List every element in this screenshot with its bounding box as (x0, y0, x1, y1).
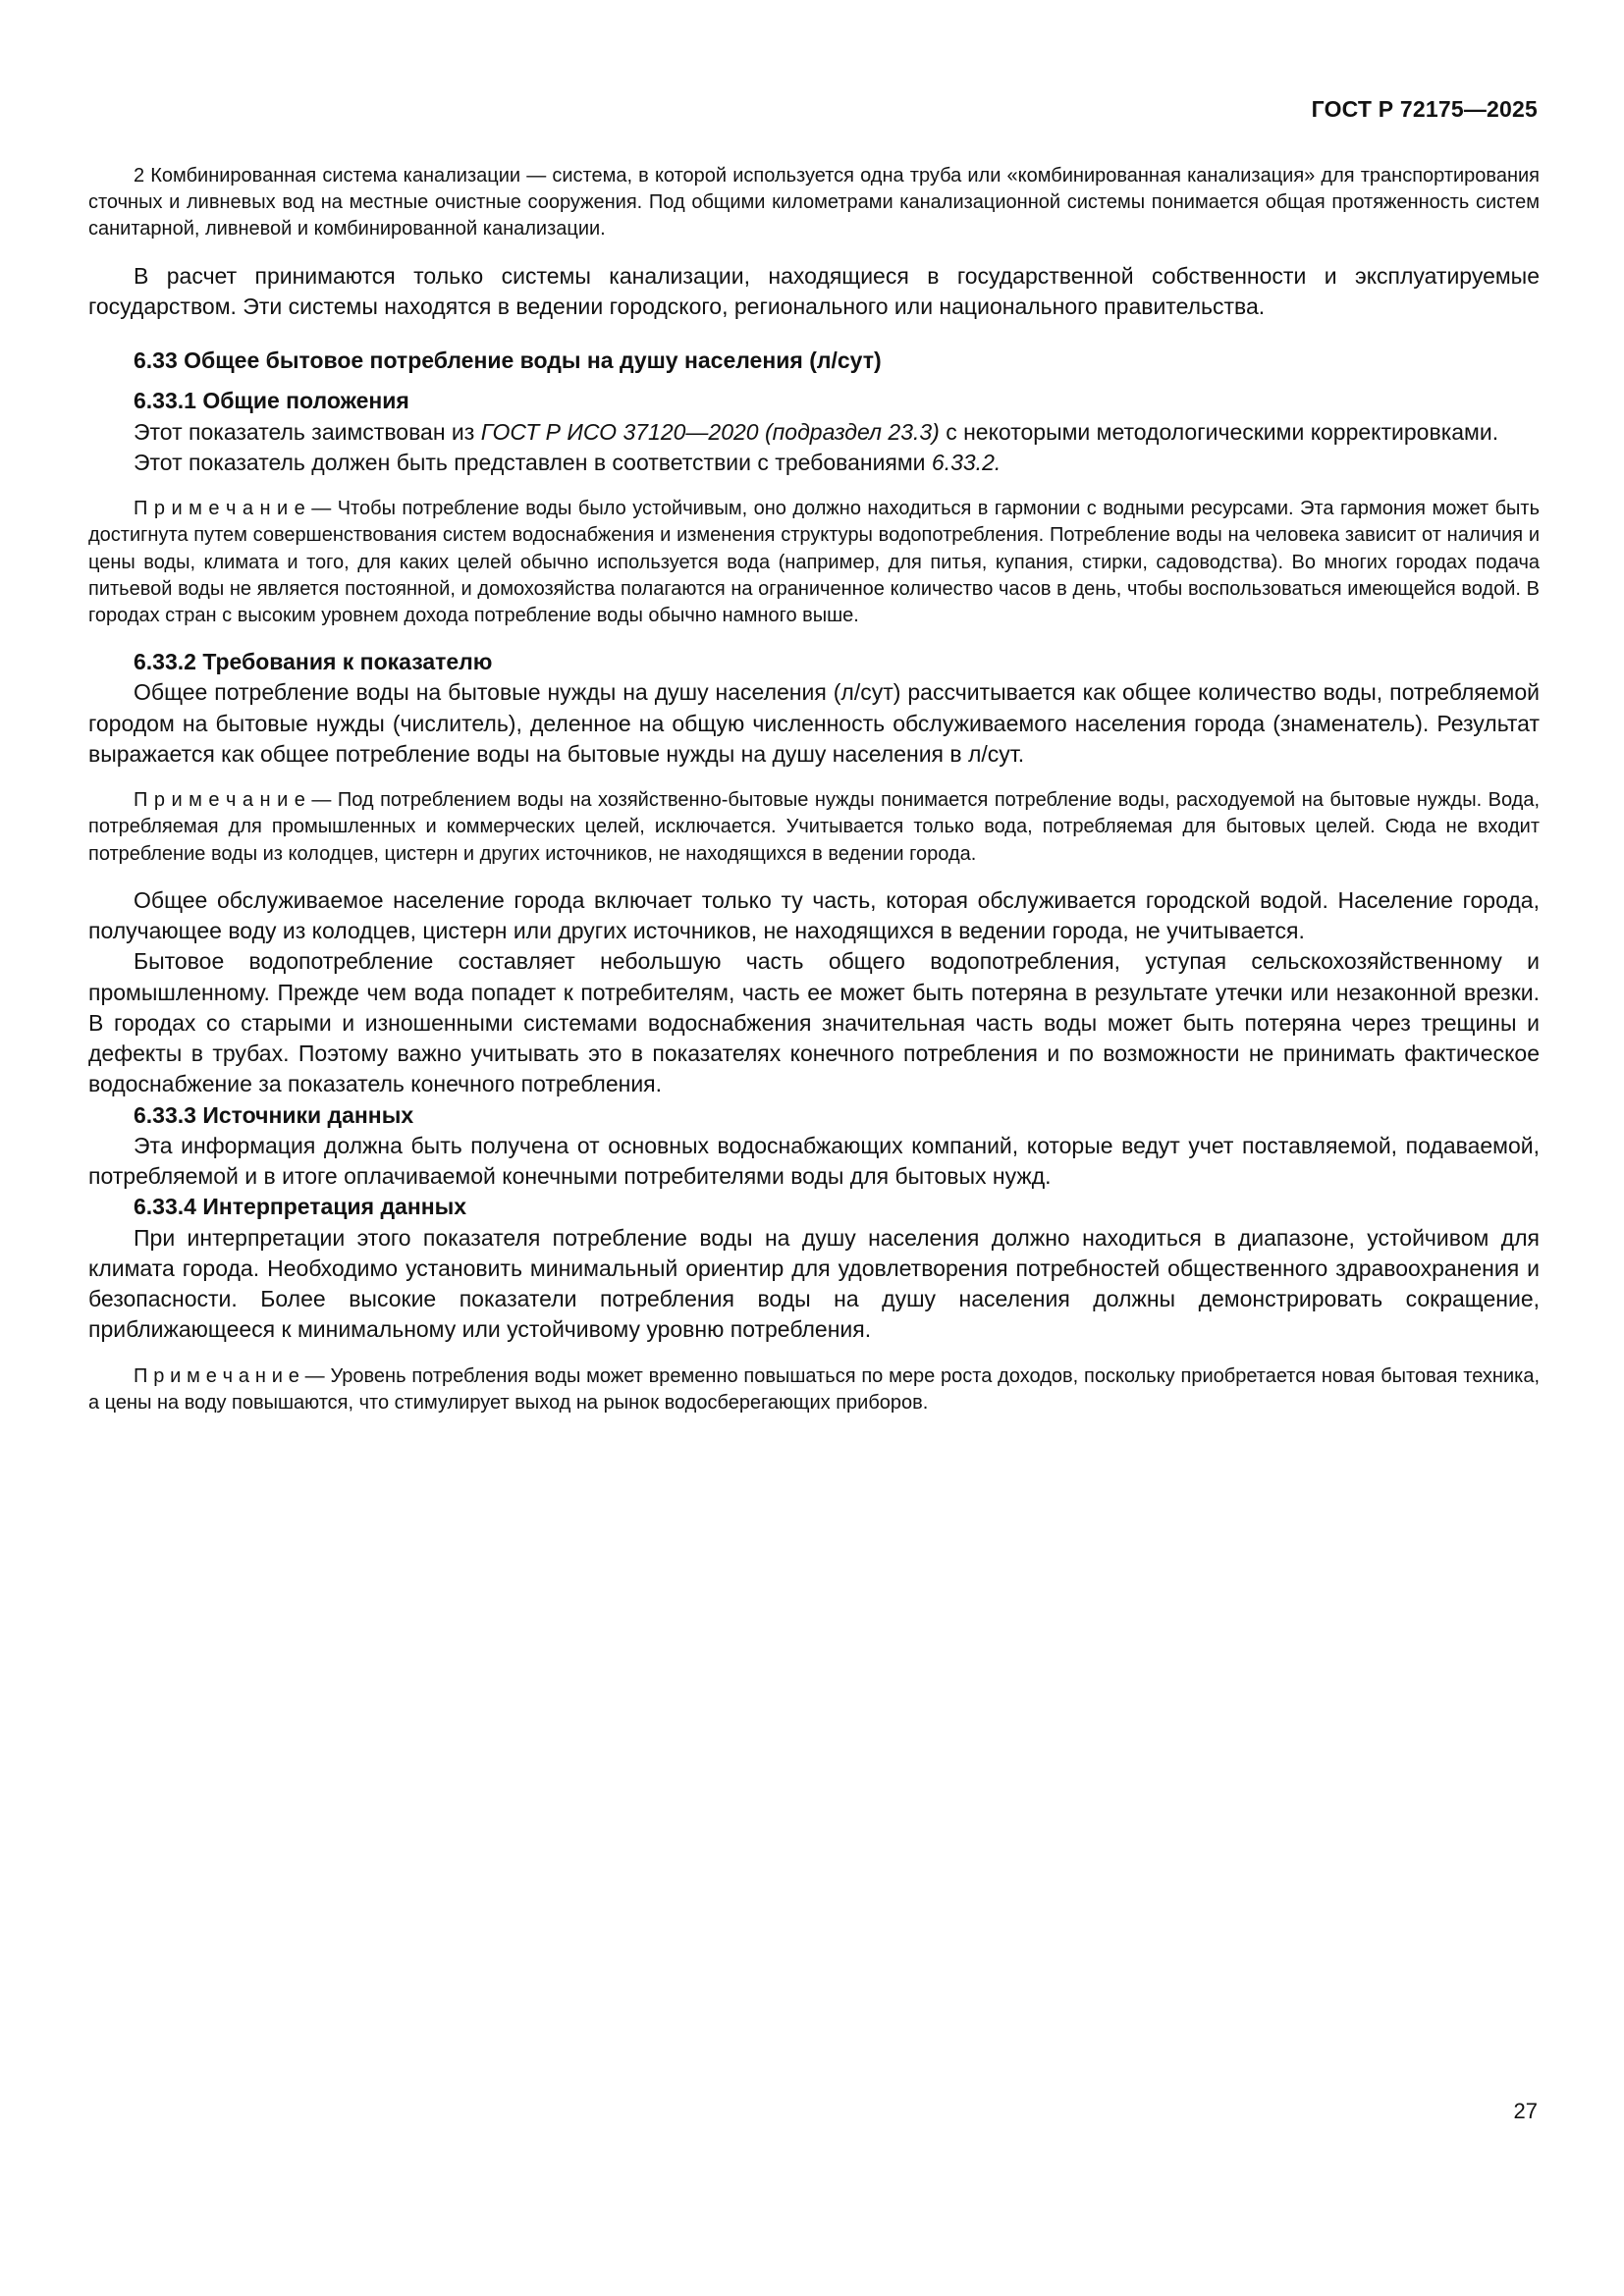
text-run: Этот показатель заимствован из (134, 418, 481, 445)
heading-6-33-1-general: 6.33.1 Общие положения (134, 388, 409, 414)
text-run-clause-reference: 6.33.2. (931, 449, 1001, 475)
heading-6-33-4-data-interpretation: 6.33.4 Интерпретация данных (134, 1194, 467, 1220)
paragraph-consumption-share-and-losses: Бытовое водопотребление составляет небольшую часть общего водопотребления, уступая сельскохозяйственному и промышленному. Прежде чем вода попадет к потребителям, часть ее может быть потеряна в результате утечки или незаконной врезки. В городах со старыми и изношенными системами водоснабжения значительная часть воды может быть потеряна через трещины и дефекты в трубах. Поэтому важно учитывать это в показателях конечного потребления и по возможности не принимать фактическое водоснабжение за показатель конечного потребления. (88, 948, 1540, 1097)
paragraph-indicator-source (88, 417, 1540, 448)
paragraph-served-population: Общее обслуживаемое население города включает только ту часть, которая обслуживается городской водой. Население города, получающее воду из колодцев, цистерн или других источников, не находящихся в ведении города, не учитывается. (88, 886, 1540, 943)
note-domestic-consumption-definition: П р и м е ч а н и е — Под потреблением воды на хозяйственно-бытовые нужды понимается потребление воды, расходуемой на бытовые нужды. Вода, потребляемая для промышленных и коммерческих целей, исключается. Учитывается только вода, потребляемая для бытовых целей. Сюда не входит потребление воды из колодцев, цистерн и других источников, не находящихся в ведении города. (88, 789, 1540, 865)
paragraph-data-interpretation: При интерпретации этого показателя потребление воды на душу населения должно находиться в диапазоне, устойчивом для климата города. Необходимо установить минимальный ориентир для удовлетворения потребностей общественного здравоохранения и безопасности. Более высокие показатели потребления воды на душу населения должны демонстрировать сокращение, приближающееся к минимальному или устойчивому уровню потребления. (88, 1224, 1540, 1343)
note-combined-sewer-definition: 2 Комбинированная система канализации — система, в которой используется одна труба или «комбинированная канализация» для транспортирования сточных и ливневых вод на местные очистные сооружения. Под общими километрами канализационной системы понимается общая протяженность систем санитарной, ливневой и комбинированной канализации. (88, 165, 1540, 240)
paragraph-data-sources: Эта информация должна быть получена от основных водоснабжающих компаний, которые ведут учет поставляемой, подаваемой, потребляемой и в итоге оплачиваемой конечными потребителями воды для бытовых нужд. (88, 1132, 1540, 1190)
running-header-standard-designation: ГОСТ Р 72175—2025 (1311, 96, 1538, 122)
heading-6-33-water-consumption: 6.33 Общее бытовое потребление воды на душу населения (л/сут) (134, 347, 882, 374)
heading-6-33-2-requirements: 6.33.2 Требования к показателю (134, 649, 493, 675)
paragraph-indicator-requirement-reference (88, 448, 1540, 478)
heading-6-33-3-data-sources: 6.33.3 Источники данных (134, 1101, 414, 1128)
page-number: 27 (1513, 2099, 1538, 2123)
paragraph-sewer-accounting-scope: В расчет принимаются только системы канализации, находящиеся в государственной собственности и эксплуатируемые государством. Эти системы находятся в ведении городского, регионального или национального правительства. (88, 262, 1540, 319)
text-run: с некоторыми методологическими корректировками. (939, 418, 1499, 445)
note-sustainable-consumption: П р и м е ч а н и е — Чтобы потребление воды было устойчивым, оно должно находиться в гармонии с водными ресурсами. Эта гармония может быть достигнута путем совершенствования систем водоснабжения и изменения структуры водопотребления. Потребление воды на человека зависит от наличия и цены воды, климата и того, для каких целей обычно используется вода (например, для питья, купания, стирки, садоводства). Во многих городах подача питьевой воды не является постоянной, и домохозяйства полагаются на ограниченное количество часов в день, чтобы воспользоваться имеющейся водой. В городах стран с высоким уровнем дохода потребление воды обычно намного выше. (88, 498, 1540, 626)
text-run-standard-reference: ГОСТ Р ИСО 37120—2020 (подраздел 23.3) (480, 418, 940, 445)
paragraph-calculation-method: Общее потребление воды на бытовые нужды на душу населения (л/сут) рассчитывается как общее количество воды, потребляемой городом на бытовые нужды (числитель), деленное на общую численность обслуживаемого населения города (знаменатель). Результат выражается как общее потребление воды на бытовые нужды на душу населения в л/сут. (88, 679, 1540, 767)
text-run: Этот показатель должен быть представлен в соответствии с требованиями (134, 449, 932, 475)
document-content (88, 145, 1540, 1434)
note-consumption-income-growth: П р и м е ч а н и е — Уровень потребления воды может временно повышаться по мере роста доходов, поскольку приобретается новая бытовая техника, а цены на воду повышаются, что стимулирует выход на рынок водосберегающих приборов. (88, 1364, 1540, 1414)
